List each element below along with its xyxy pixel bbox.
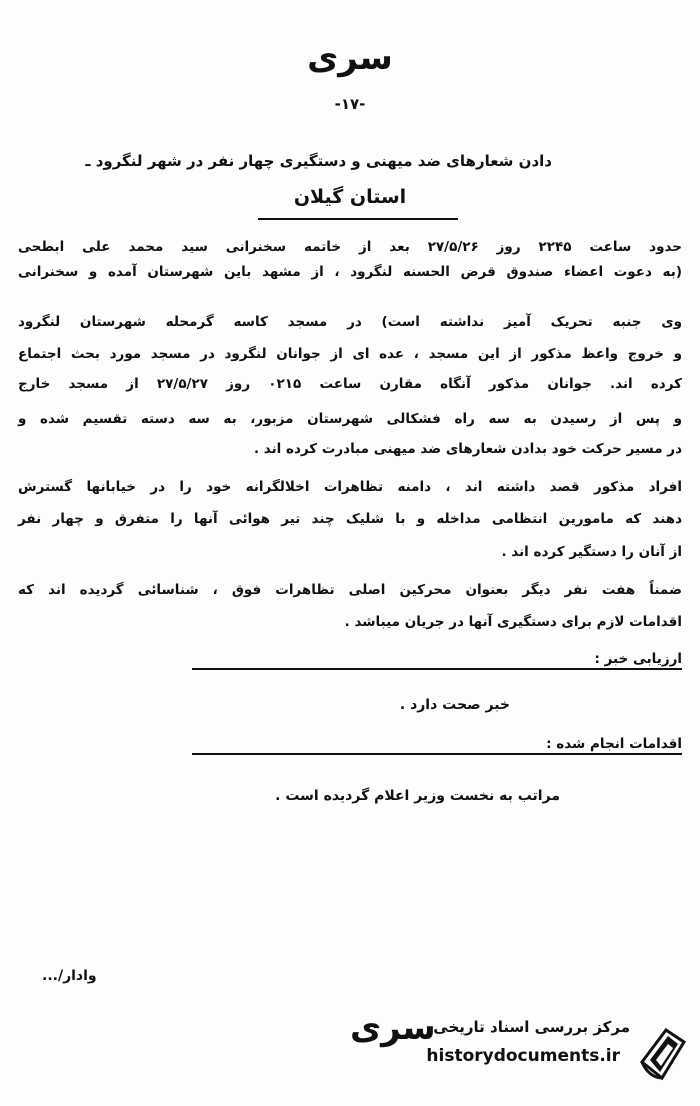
body-line: و خروج واعظ مذکور از این مسجد ، عده ای از جوانان لنگرود در مسجد مورد بحث اجتماع [18, 346, 682, 362]
body-line: وی جنبه تحریک آمیز نداشته است) در مسجد کاسه گرمحله شهرستان لنگرود [18, 314, 682, 330]
watermark-text: مرکز بررسی اسناد تاریخی [433, 1018, 630, 1036]
province-underline [258, 218, 458, 220]
forwarded-note: مراتب به نخست وزیر اعلام گردیده است . [275, 788, 560, 804]
body-line: و پس از رسیدن به سه راه فشکالی شهرستان مزبور، به سه دسته تقسیم شده و [18, 411, 682, 427]
body-line: افراد مذکور قصد داشته اند ، دامنه تظاهرات اخلالگرانه خود را در خیابانها گسترش [18, 479, 682, 495]
assessment-label: ارزیابی خبر : [594, 651, 682, 667]
body-line: در مسیر حرکت خود بدادن شعارهای ضد میهنی مبادرت کرده اند . [253, 441, 682, 457]
assessment-value: خبر صحت دارد . [399, 697, 510, 713]
actions-underline [192, 753, 682, 755]
assessment-underline [192, 668, 682, 670]
body-line: کرده اند. جوانان مذکور آنگاه مقارن ساعت ۰۲۱۵ روز ۲۷/۵/۲۷ از مسجد خارج [18, 376, 682, 392]
document-subject: دادن شعارهای ضد میهنی و دستگیری چهار نفر در شهر لنگرود ـ [85, 152, 552, 170]
actions-label: اقدامات انجام شده : [546, 736, 682, 752]
page-number: -۱۷- [334, 95, 366, 113]
archive-logo-icon [636, 1022, 690, 1084]
body-line: (به دعوت اعضاء صندوق قرض الحسنه لنگرود ، از مشهد باین شهرستان آمده و سخنرانی [18, 264, 682, 280]
dispatch-code: وادار/... [42, 968, 97, 984]
body-line: ضمناً هفت نفر دیگر بعنوان محرکین اصلی تظاهرات فوق ، شناسائی گردیده اند که [18, 582, 682, 598]
body-line: حدود ساعت ۲۲۴۵ روز ۲۷/۵/۲۶ بعد از خاتمه سخنرانی سید محمد علی ابطحی [18, 239, 683, 255]
body-line: از آنان را دستگیر کرده اند . [501, 544, 682, 560]
classification-header: سری [307, 38, 393, 78]
body-line: دهند که مامورین انتظامی مداخله و با شلیک چند تیر هوائی آنها را متفرق و چهار نفر [18, 511, 682, 527]
province-heading: استان گیلان [293, 186, 407, 208]
classification-footer: سری [350, 1008, 436, 1048]
watermark-url: historydocuments.ir [426, 1046, 620, 1066]
body-line: اقدامات لازم برای دستگیری آنها در جریان میباشد . [344, 614, 682, 630]
